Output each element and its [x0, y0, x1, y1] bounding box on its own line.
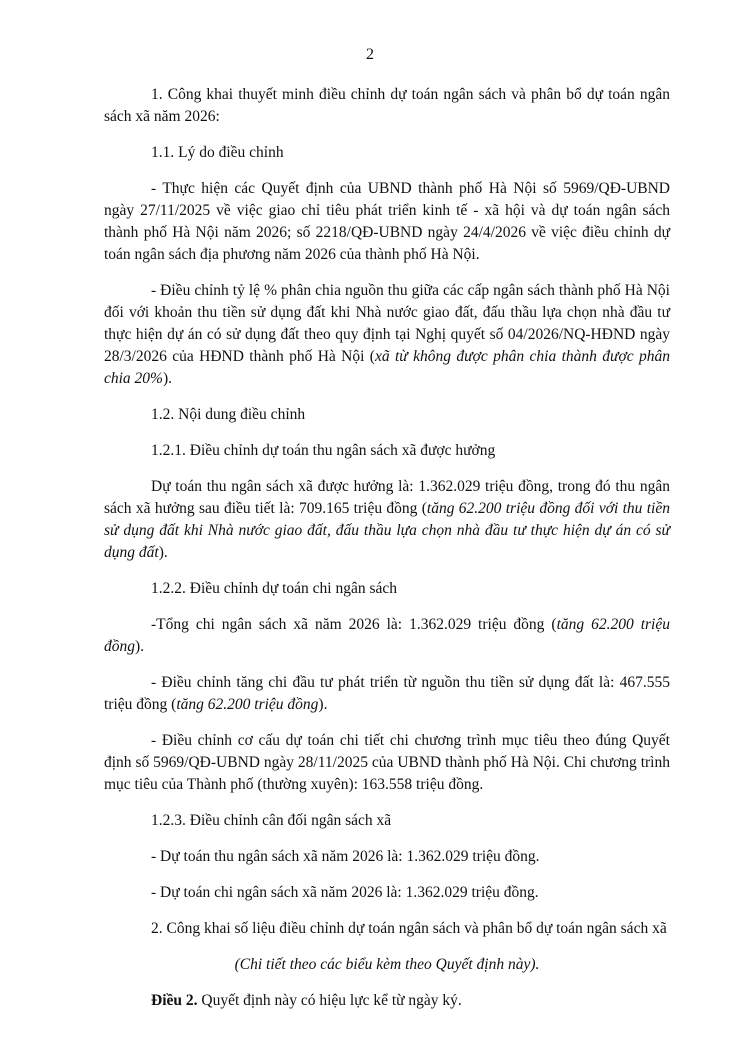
- section-1-1-paragraph-2: [104, 280, 670, 390]
- document-body: [104, 84, 670, 1012]
- section-1-2-1-paragraph: [104, 476, 670, 564]
- paragraph-text-end: ).: [162, 370, 173, 387]
- section-1-1-heading: 1.1. Lý do điều chỉnh: [151, 144, 284, 161]
- paragraph-text: Dự toán thu ngân sách xã được hưởng là: 1.362.029 triệu đồng, trong đó thu ngân sách xã hưởng sau điều tiết là: 709.165 triệu đồng (: [104, 478, 670, 517]
- section-1-2-3-item-2: - Dự toán chi ngân sách xã năm 2026 là: 1.362.029 triệu đồng.: [151, 884, 539, 901]
- section-1-2-2-item-3: - Điều chỉnh cơ cấu dự toán chi tiết chi chương trình mục tiêu theo đúng Quyết định số 5969/QĐ-UBND ngày 28/11/2025 của UBND thành phố Hà Nội. Chi chương trình mục tiêu của Thành phố (thường xuyên): 163.558 triệu đồng.: [104, 732, 670, 793]
- paragraph-italic-text: tăng 62.200 triệu đồng đối với thu tiền sử dụng đất khi Nhà nước giao đất, đấu thầu lựa chọn nhà đầu tư thực hiện dự án có sử dụng đất: [104, 500, 670, 561]
- section-1-2-heading: 1.2. Nội dung điều chỉnh: [151, 406, 306, 423]
- article-2-text: Quyết định này có hiệu lực kể từ ngày ký.: [197, 992, 462, 1009]
- section-1-2-3-item-1: - Dự toán thu ngân sách xã năm 2026 là: 1.362.029 triệu đồng.: [151, 848, 540, 865]
- section-2-heading: 2. Công khai số liệu điều chỉnh dự toán ngân sách và phân bổ dự toán ngân sách xã: [151, 920, 667, 937]
- section-1-2-2-heading: 1.2.2. Điều chỉnh dự toán chi ngân sách: [151, 580, 398, 597]
- section-1-2-1-heading: 1.2.1. Điều chỉnh dự toán thu ngân sách xã được hưởng: [151, 442, 496, 459]
- item-italic-text: tăng 62.200 triệu đồng: [176, 696, 319, 713]
- article-2: [104, 990, 670, 1012]
- section-1-2-3-heading: 1.2.3. Điều chỉnh cân đối ngân sách xã: [151, 812, 392, 829]
- item-text: -Tổng chi ngân sách xã năm 2026 là: 1.362.029 triệu đồng (: [151, 616, 557, 633]
- section-1-2-2-item-2: [104, 672, 670, 716]
- item-italic-text: tăng 62.200 triệu đồng: [104, 616, 670, 655]
- paragraph-italic-text: xã từ không được phân chia thành được phân chia 20%: [104, 348, 670, 387]
- item-text-end: ).: [318, 696, 328, 713]
- paragraph-text-end: ).: [158, 544, 168, 561]
- item-text-end: ).: [135, 638, 145, 655]
- section-1-2-2-item-1: [104, 614, 670, 658]
- section-1-heading: 1. Công khai thuyết minh điều chỉnh dự toán ngân sách và phân bổ dự toán ngân sách xã năm 2026:: [104, 86, 670, 125]
- paragraph-text: - Điều chỉnh tỷ lệ % phân chia nguồn thu giữa các cấp ngân sách thành phố Hà Nội đối với khoản thu tiền sử dụng đất khi Nhà nước giao đất, đấu thầu lựa chọn nhà đầu tư thực hiện dự án có sử dụng đất theo quy định tại Nghị quyết số 04/2026/NQ-HĐND ngày 28/3/2026 của HĐND thành phố Hà Nội (: [104, 282, 670, 365]
- item-text: - Điều chỉnh tăng chi đầu tư phát triển từ nguồn thu tiền sử dụng đất là: 467.555 triệu đồng (: [104, 674, 670, 713]
- section-2-note: (Chi tiết theo các biểu kèm theo Quyết định này).: [234, 956, 540, 973]
- page-number: 2: [366, 46, 374, 63]
- section-1-1-paragraph-1: - Thực hiện các Quyết định của UBND thành phố Hà Nội số 5969/QĐ-UBND ngày 27/11/2025 về việc giao chỉ tiêu phát triển kinh tế - xã hội và dự toán ngân sách thành phố Hà Nội năm 2026; số 2218/QĐ-UBND ngày 24/4/2026 về việc điều chỉnh dự toán ngân sách địa phương năm 2026 của thành phố Hà Nội.: [104, 180, 670, 263]
- article-2-label: Điều 2.: [151, 992, 198, 1009]
